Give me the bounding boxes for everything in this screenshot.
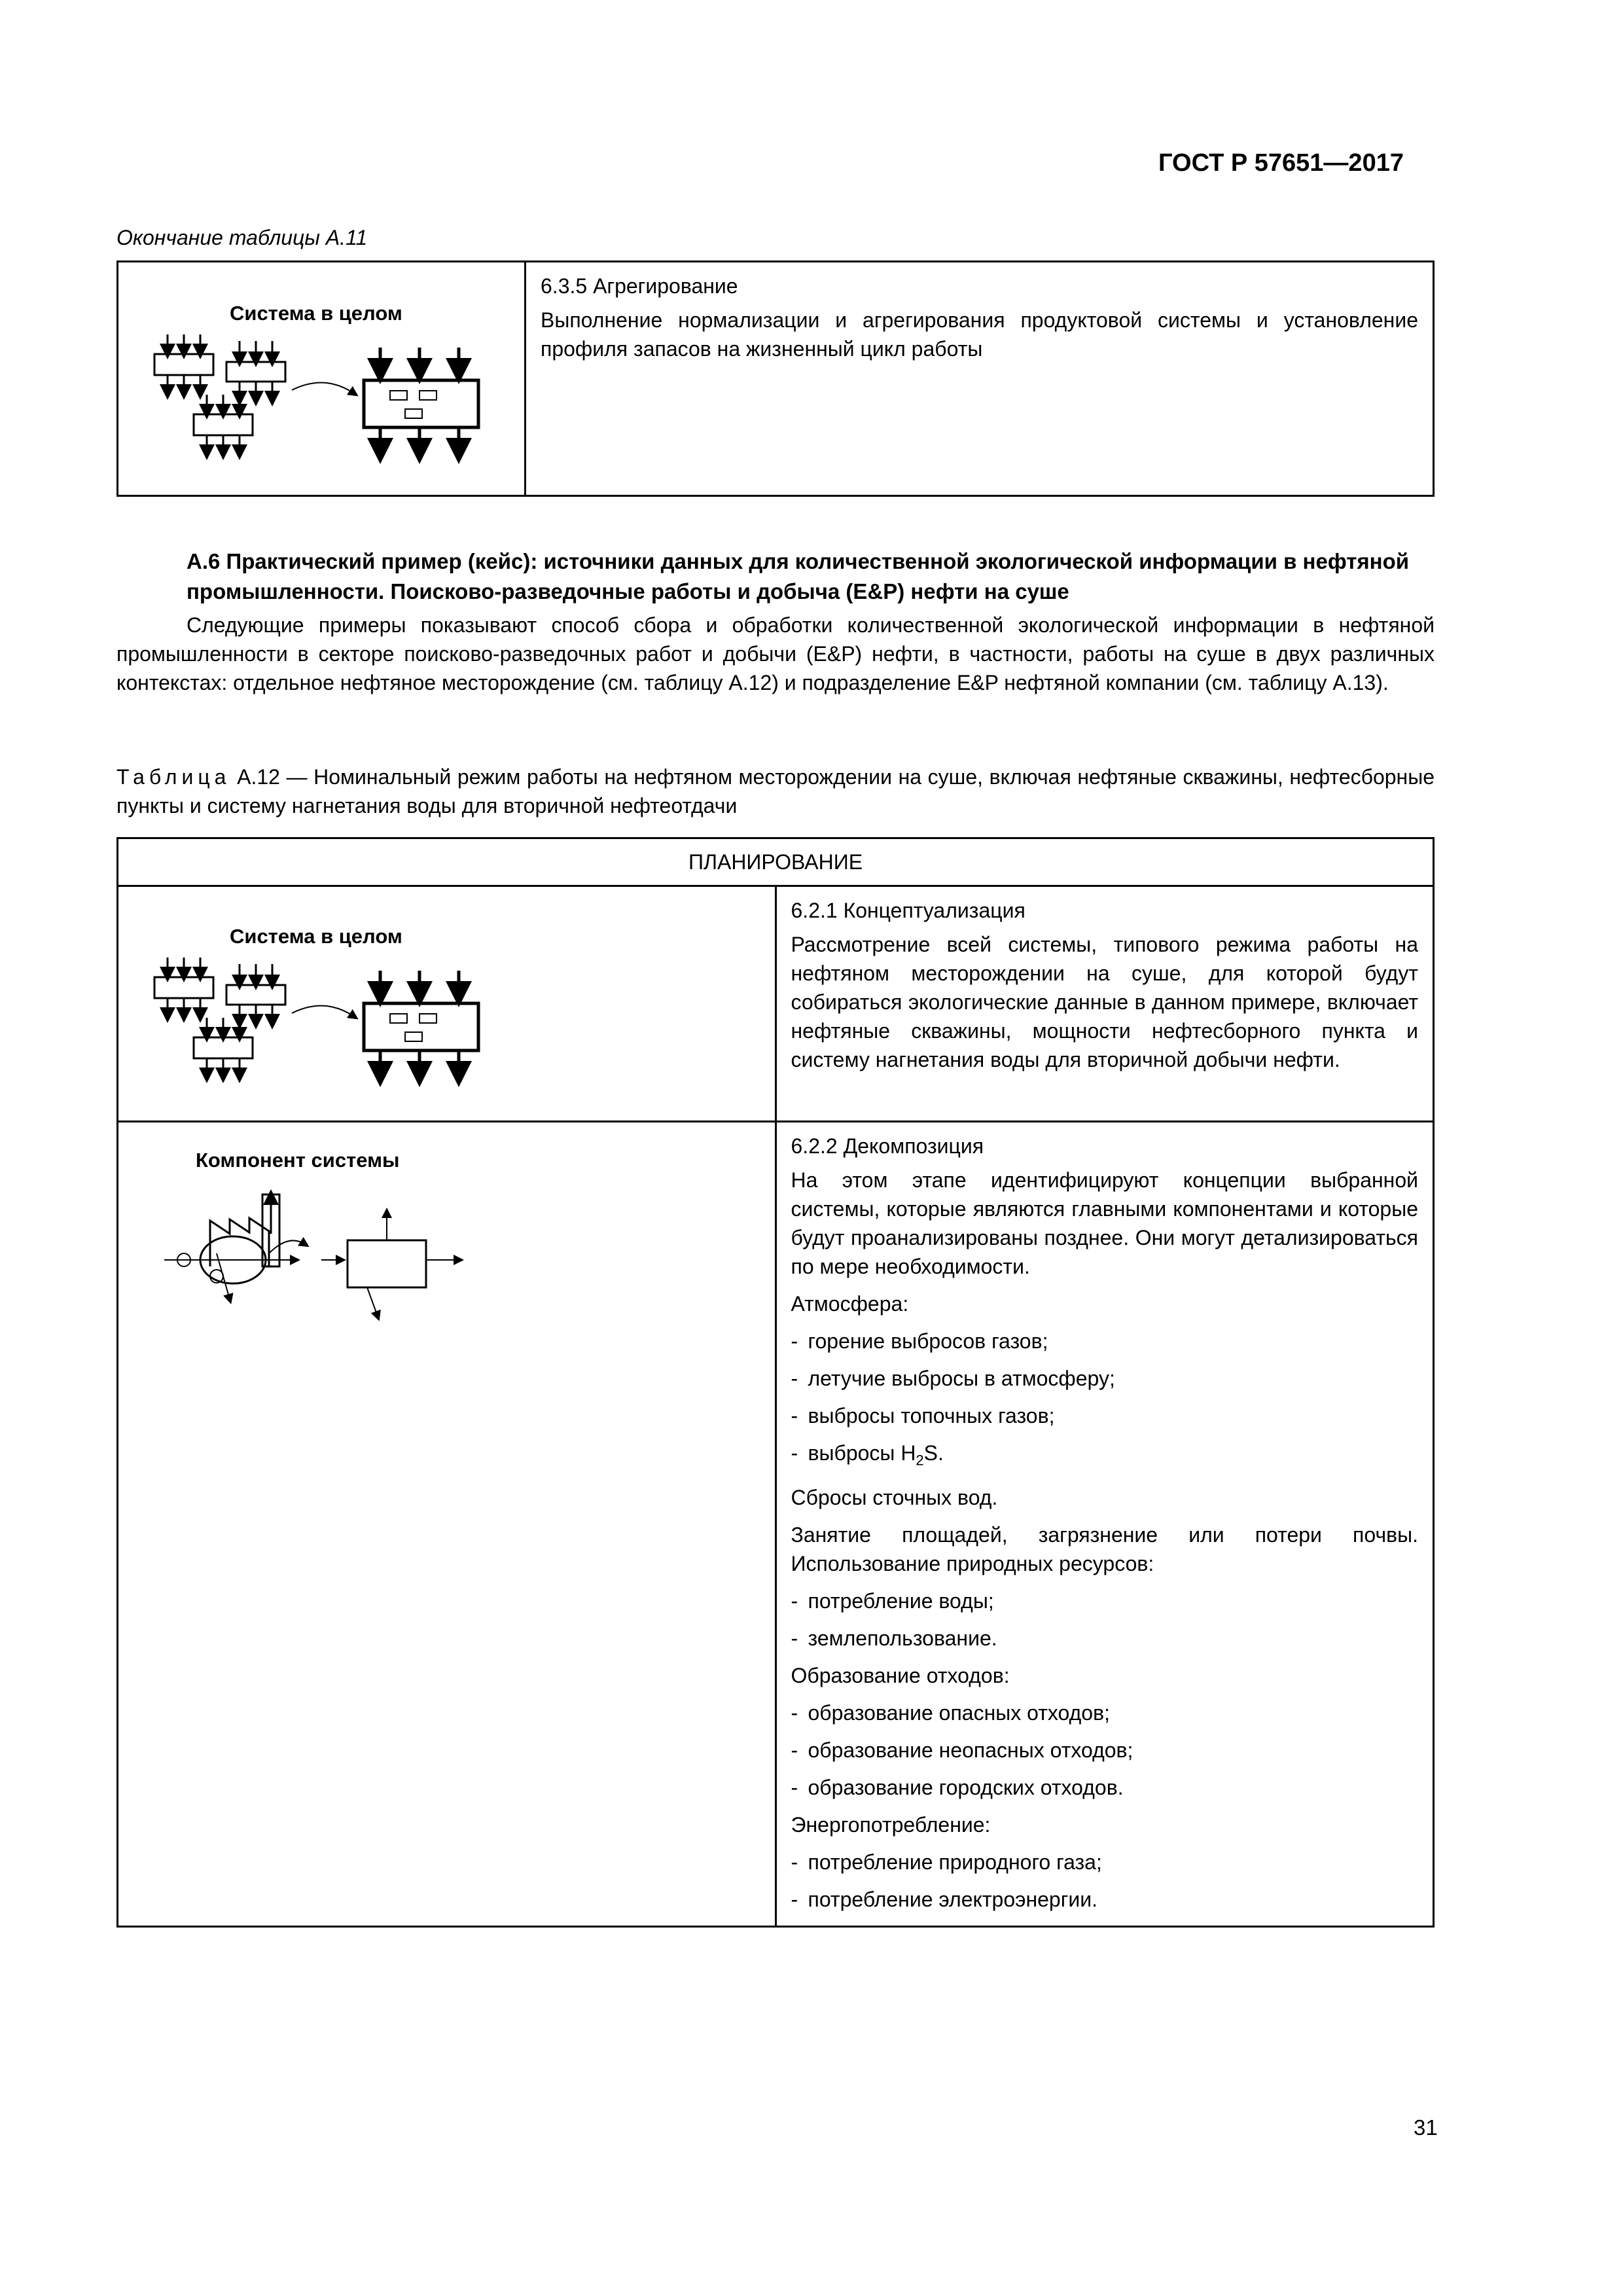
- description-cell: [526, 262, 1434, 496]
- system-aggregation-diagram: [145, 328, 511, 485]
- step-heading: 6.2.1 Концептуализация: [791, 899, 1026, 922]
- table-caption-text: А.12 — Номинальный режим работы на нефтяном месторождении на суше, включая нефтяные скважины, нефтесборные пункты и систему нагнетания воды для вторичной нефтеотдачи: [116, 765, 1435, 817]
- waste-title: Образование отходов:: [791, 1664, 1010, 1688]
- table-a11: [116, 260, 1435, 497]
- whole-system-diagram: [145, 951, 511, 1108]
- atmosphere-title: Атмосфера:: [791, 1292, 909, 1316]
- table-header: ПЛАНИРОВАНИЕ: [118, 838, 1434, 886]
- list-item: - выбросы $H_2S$.: [791, 1441, 944, 1469]
- list-item: - потребление электроэнергии.: [791, 1888, 1098, 1912]
- section-title: А.6 Практический пример (кейс): источники данных для количественной экологической информации в нефтяной промышленности. Поисково-разведочные работы и добыча (E&P) нефти на суше: [187, 549, 1410, 603]
- document-code: ГОСТ Р 57651—2017: [1158, 149, 1404, 177]
- list-item: - образование городских отходов.: [791, 1776, 1124, 1800]
- table-continuation-label: Окончание таблицы А.11: [116, 226, 368, 249]
- table-a12: [116, 837, 1435, 1928]
- step-heading: 6.3.5 Агрегирование: [541, 274, 738, 298]
- step-text: Рассмотрение всей системы, типового режима работы на нефтяном месторождении на суше, для которой будут собираться экологические данные в данном примере, включает нефтяные скважины, мощности нефтесборного пункта и систему нагнетания воды для вторичной добычи нефти.: [791, 933, 1418, 1071]
- energy-title: Энергопотребление:: [791, 1813, 991, 1837]
- description-cell: [776, 1122, 1434, 1927]
- list-item: - выбросы топочных газов;: [791, 1404, 1055, 1427]
- diagram-label: Компонент системы: [196, 1149, 400, 1172]
- system-component-diagram: [145, 1181, 511, 1332]
- section-paragraph: Следующие примеры показывают способ сбора и обработки количественной экологической информации в нефтяной промышленности в секторе поисково-разведочных работ и добычи (E&P) нефти, в частности, работы на суше в двух различных контекстах: отдельное нефтяное месторождение (см. таблицу А.12) и подразделение E&P нефтяной компании (см. таблицу А.13).: [116, 613, 1435, 694]
- page-number: 31: [1414, 2115, 1438, 2140]
- list-item: - горение выбросов газов;: [791, 1329, 1048, 1353]
- diagram-cell: [118, 262, 526, 496]
- list-item: - потребление воды;: [791, 1589, 994, 1613]
- diagram-cell: [118, 1122, 776, 1927]
- list-item: - землепользование.: [791, 1626, 997, 1651]
- diagram-label: Система в целом: [230, 302, 402, 325]
- step-text: Выполнение нормализации и агрегирования продуктовой системы и установление профиля запасов на жизненный цикл работы: [541, 308, 1418, 361]
- table-caption-label: Таблица: [116, 765, 231, 789]
- table-caption: [116, 762, 1435, 820]
- land-title: Занятие площадей, загрязнение или потери почвы. Использование природных ресурсов:: [791, 1523, 1418, 1576]
- list-item: - потребление природного газа;: [791, 1850, 1102, 1874]
- step-heading: 6.2.2 Декомпозиция: [791, 1134, 984, 1158]
- wastewater-item: Сбросы сточных вод.: [791, 1486, 998, 1510]
- list-item: - летучие выбросы в атмосферу;: [791, 1367, 1115, 1390]
- list-item: - образование опасных отходов;: [791, 1701, 1110, 1725]
- description-cell: [776, 886, 1434, 1122]
- diagram-label: Система в целом: [230, 925, 402, 948]
- diagram-cell: [118, 886, 776, 1122]
- list-item: - образование неопасных отходов;: [791, 1738, 1133, 1763]
- step-intro: На этом этапе идентифицируют концепции выбранной системы, которые являются главными компонентами и которые будут проанализированы позднее. Они могут детализироваться по мере необходимости.: [791, 1168, 1418, 1278]
